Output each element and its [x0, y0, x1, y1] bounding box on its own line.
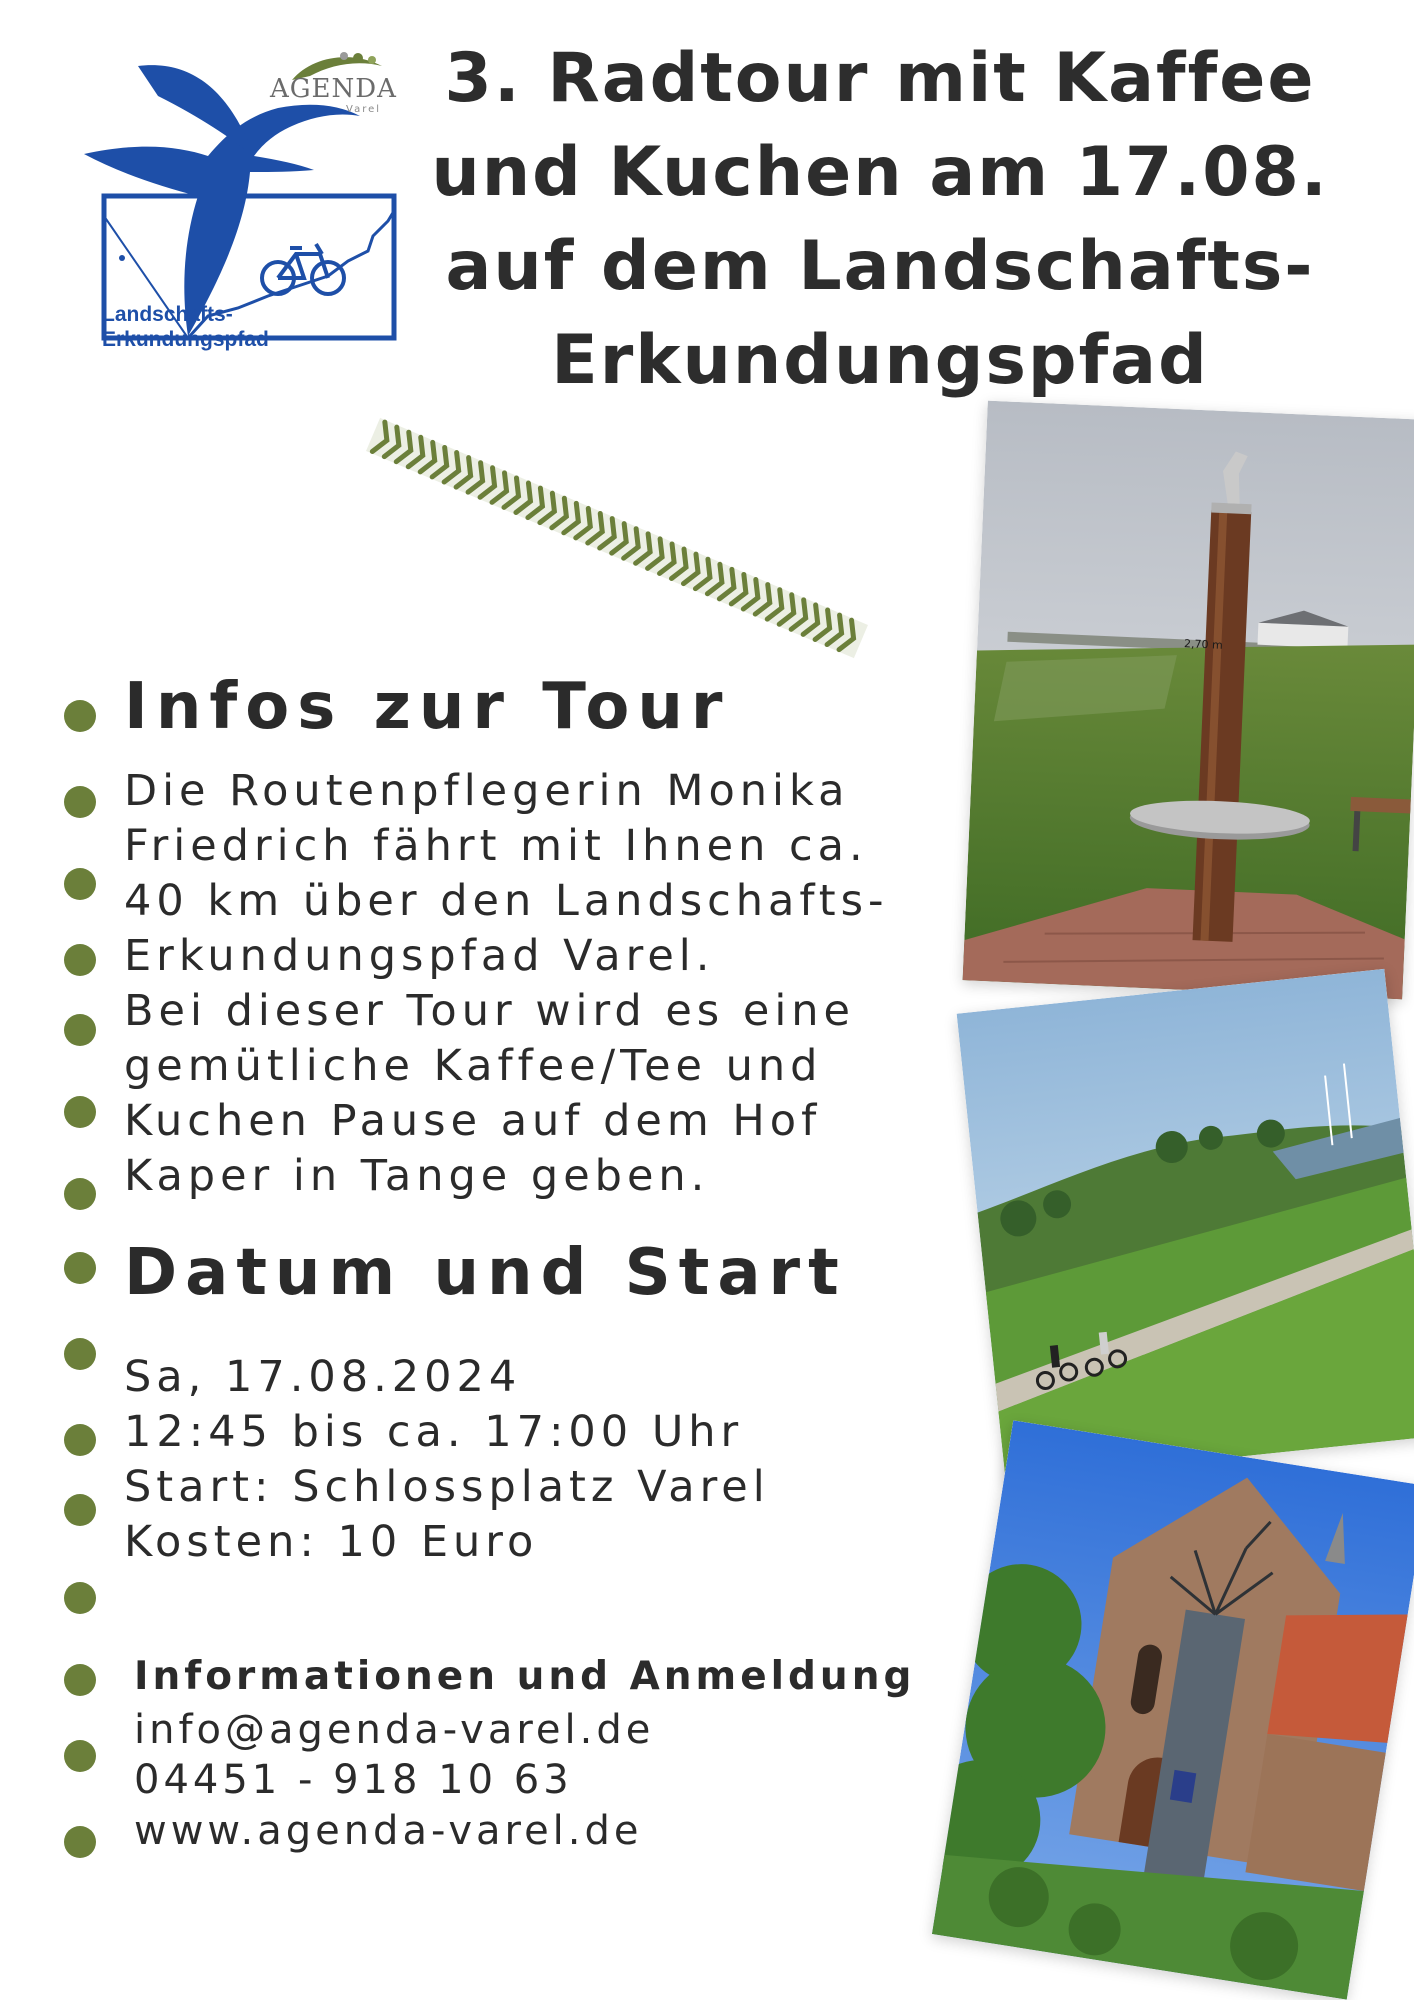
title-line-3: auf dem Landschafts- — [445, 227, 1315, 306]
infos-line: Kaper in Tange geben. — [124, 1151, 710, 1201]
bullet-dot — [64, 1494, 96, 1526]
bullet-dot — [64, 1338, 96, 1370]
bullet-dot — [64, 1826, 96, 1858]
agenda-wordmark: AGENDA — [270, 74, 397, 104]
infos-line: Kuchen Pause auf dem Hof — [124, 1096, 822, 1146]
datum-cost: Kosten: 10 Euro — [124, 1517, 539, 1567]
contact-phone[interactable]: 04451 - 918 10 63 — [134, 1757, 573, 1803]
bullet-dot — [64, 1178, 96, 1210]
contact-website[interactable]: www.agenda-varel.de — [134, 1808, 643, 1854]
bullet-dot — [64, 1014, 96, 1046]
title-line-1: 3. Radtour mit Kaffee — [444, 39, 1316, 118]
infos-line: 40 km über den Landschafts- — [124, 876, 889, 926]
title-line-2: und Kuchen am 17.08. — [431, 133, 1329, 212]
contact-email[interactable]: info@agenda-varel.de — [134, 1707, 655, 1753]
bullet-dot — [64, 868, 96, 900]
photo-cyclists-dike — [957, 969, 1414, 1481]
bullet-dot — [64, 786, 96, 818]
datum-date: Sa, 17.08.2024 — [124, 1352, 522, 1402]
bullet-dot — [64, 1252, 96, 1284]
datum-start: Start: Schlossplatz Varel — [124, 1462, 770, 1512]
tire-track-graphic — [352, 408, 882, 668]
agenda-varel-logo — [262, 46, 412, 116]
contact-heading: Informationen und Anmeldung — [134, 1654, 916, 1699]
bullet-dot — [64, 1424, 96, 1456]
photo-church — [932, 1420, 1414, 1999]
agenda-subtitle: Varel — [346, 104, 382, 115]
datum-text — [124, 1350, 770, 1570]
infos-heading: Infos zur Tour — [124, 670, 731, 744]
infos-line: Bei dieser Tour wird es eine — [124, 986, 855, 1036]
logo-caption-line-1: Landschafts- — [102, 303, 233, 326]
title-line-4: Erkundungspfad — [551, 321, 1209, 400]
photo-marker-post — [963, 401, 1414, 1000]
infos-text — [124, 764, 889, 1204]
infos-line: Friedrich fährt mit Ihnen ca. — [124, 821, 868, 871]
bullet-dot — [64, 1582, 96, 1614]
bullet-dot — [64, 700, 96, 732]
infos-line: gemütliche Kaffee/Tee und — [124, 1041, 823, 1091]
bullet-dot — [64, 944, 96, 976]
page-title — [430, 32, 1330, 408]
datum-time: 12:45 bis ca. 17:00 Uhr — [124, 1407, 744, 1457]
logo-caption — [102, 302, 269, 352]
logo-caption-line-2: Erkundungspfad — [102, 328, 269, 351]
photo-church-image — [932, 1420, 1414, 1999]
bullet-dot — [64, 1664, 96, 1696]
bullet-dot — [64, 1096, 96, 1128]
infos-line: Erkundungspfad Varel. — [124, 931, 715, 981]
bullet-dot — [64, 1740, 96, 1772]
datum-heading: Datum und Start — [124, 1236, 847, 1310]
infos-line: Die Routenpflegerin Monika — [124, 766, 850, 816]
photo-marker-post-image — [963, 401, 1414, 1000]
marker-height-label: 2,70 m — [1183, 637, 1223, 652]
photo-cyclists-dike-image — [957, 969, 1414, 1481]
